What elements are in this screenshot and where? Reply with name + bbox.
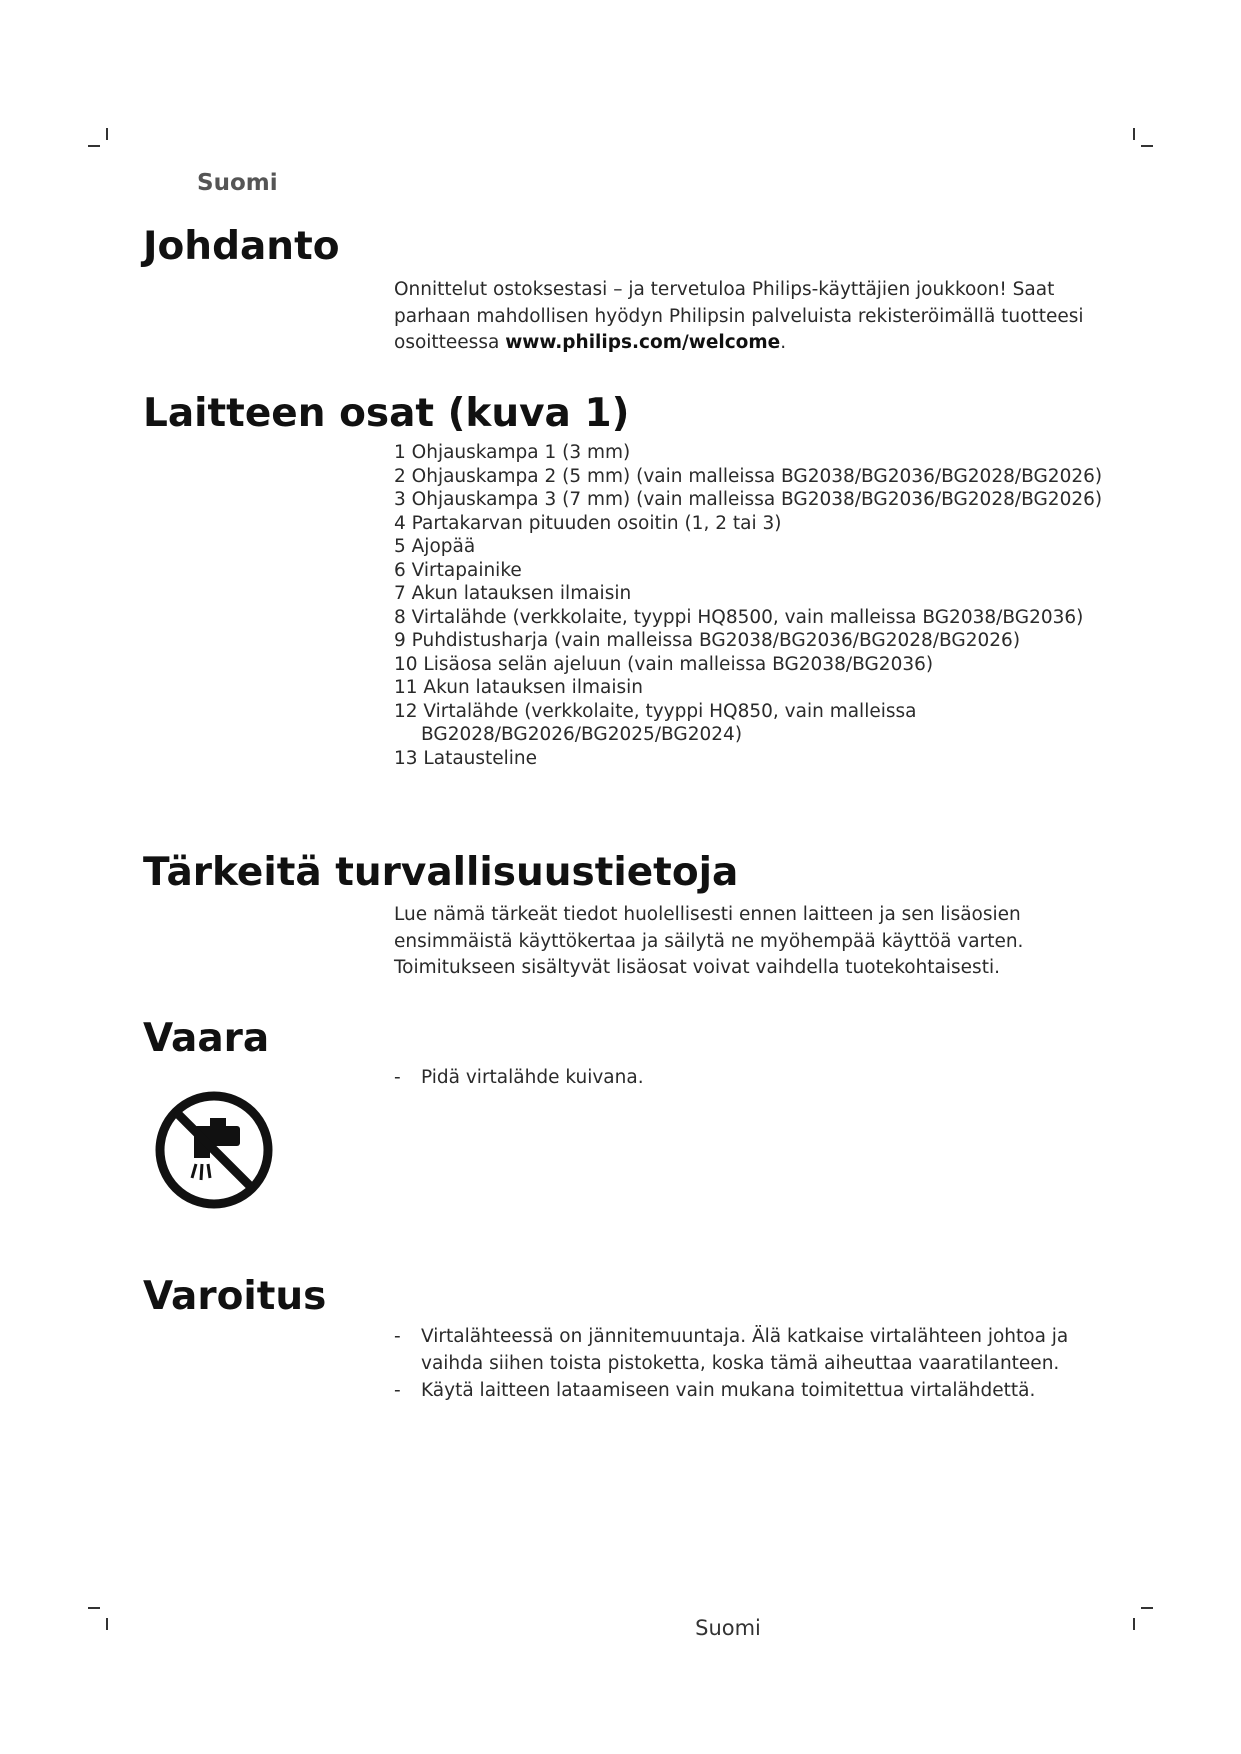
list-item: 11 Akun latauksen ilmaisin xyxy=(394,677,643,698)
warning-heading: Varoitus xyxy=(143,1274,327,1319)
no-water-icon xyxy=(154,1090,274,1210)
crop-mark xyxy=(1141,1607,1153,1609)
list-item xyxy=(394,1323,1114,1377)
intro-text-body: Onnittelut ostoksestasi – ja tervetuloa Philips-käyttäjien joukkoon! Saat parhaan mahdollisen hyödyn Philipsin palveluista rekisteröimällä tuotteesi osoitteessa xyxy=(394,279,1084,353)
crop-mark xyxy=(88,1607,100,1609)
list-item: 13 Latausteline xyxy=(394,747,538,769)
danger-item-text: Pidä virtalähde kuivana. xyxy=(421,1067,644,1088)
list-item: 2 Ohjauskampa 2 (5 mm) (vain malleissa BG2038/BG2036/BG2028/BG2026) xyxy=(394,465,1103,487)
intro-text xyxy=(394,277,1114,357)
safety-heading: Tärkeitä turvallisuustietoja xyxy=(143,850,739,895)
list-item: 3 Ohjauskampa 3 (7 mm) (vain malleissa BG2038/BG2036/BG2028/BG2026) xyxy=(394,489,1103,510)
danger-heading: Vaara xyxy=(143,1016,270,1061)
list-item: 5 Ajopää xyxy=(394,536,476,557)
crop-mark xyxy=(106,128,108,140)
header-language: Suomi xyxy=(197,170,278,196)
list-item: 10 Lisäosa selän ajeluun (vain malleissa BG2038/BG2036) xyxy=(394,653,934,675)
warning-list xyxy=(394,1323,1114,1404)
list-item: 6 Virtapainike xyxy=(394,559,522,581)
safety-text: Lue nämä tärkeät tiedot huolellisesti ennen laitteen ja sen lisäosien ensimmäistä käyttökertaa ja säilytä ne myöhempää käyttöä varten. Toimitukseen sisältyvät lisäosat voivat vaihdella tuotekohtaisesti. xyxy=(394,904,1024,978)
intro-text-end: . xyxy=(780,332,787,353)
warning-item-text: Käytä laitteen lataamiseen vain mukana toimitettua virtalähdettä. xyxy=(421,1380,1036,1401)
bullet-dash: - xyxy=(394,1067,401,1088)
list-item: 12 Virtalähde (verkkolaite, tyyppi HQ850, vain malleissa BG2028/BG2026/BG2025/BG2024) xyxy=(394,700,917,745)
list-item xyxy=(394,1377,1114,1404)
welcome-link[interactable]: www.philips.com/welcome xyxy=(505,332,781,353)
list-item: 7 Akun latauksen ilmaisin xyxy=(394,583,632,604)
list-item xyxy=(394,1064,1114,1091)
footer-language: Suomi xyxy=(695,1616,761,1640)
crop-mark xyxy=(1141,145,1153,147)
list-item: 9 Puhdistusharja (vain malleissa BG2038/BG2036/BG2028/BG2026) xyxy=(394,630,1021,651)
intro-heading: Johdanto xyxy=(143,224,340,269)
list-item: 4 Partakarvan pituuden osoitin (1, 2 tai 3) xyxy=(394,512,782,534)
crop-mark xyxy=(1133,128,1135,140)
bullet-dash: - xyxy=(394,1326,401,1347)
parts-list xyxy=(394,441,1134,770)
list-item: 1 Ohjauskampa 1 (3 mm) xyxy=(394,442,631,463)
warning-item-text: Virtalähteessä on jännitemuuntaja. Älä katkaise virtalähteen johtoa ja vaihda siihen toista pistoketta, koska tämä aiheuttaa vaaratilanteen. xyxy=(421,1326,1069,1374)
list-item: 8 Virtalähde (verkkolaite, tyyppi HQ8500, vain malleissa BG2038/BG2036) xyxy=(394,606,1084,628)
danger-list xyxy=(394,1064,1114,1091)
parts-heading: Laitteen osat (kuva 1) xyxy=(143,391,630,436)
bullet-dash: - xyxy=(394,1380,401,1401)
crop-mark xyxy=(88,145,100,147)
